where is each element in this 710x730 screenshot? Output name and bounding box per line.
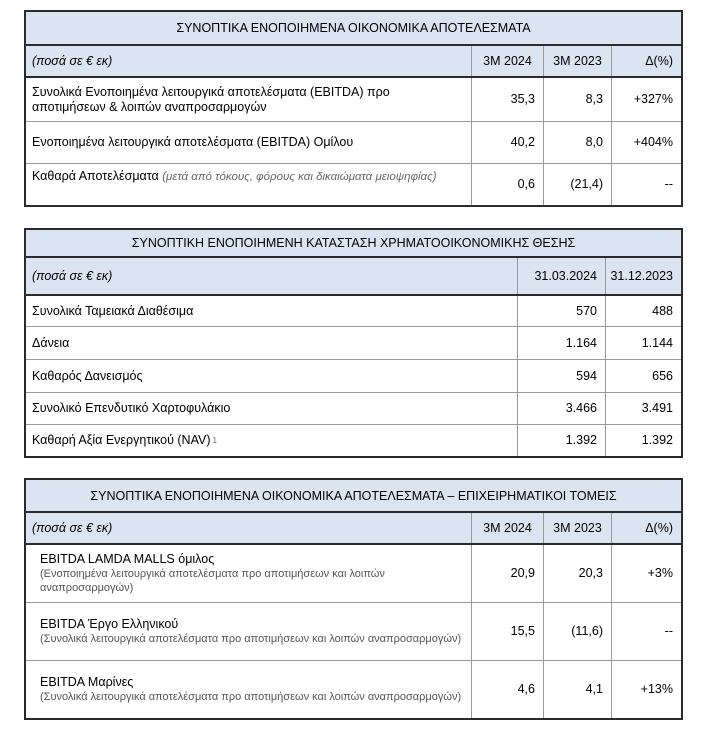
segments-header-col3: Δ(%): [611, 513, 681, 543]
value-3m2024: 4,6: [471, 661, 543, 718]
segments-header-label: (ποσά σε € εκ): [32, 520, 113, 535]
results-header-col1: 3M 2024: [471, 46, 543, 76]
position-table-title: ΣΥΝΟΠΤΙΚΗ ΕΝΟΠΟΙΗΜΕΝΗ ΚΑΤΑΣΤΑΣΗ ΧΡΗΜΑΤΟΟΙΚΟΝΟΜΙΚΗΣ ΘΕΣΗΣ: [26, 230, 681, 258]
table-row: [26, 392, 681, 424]
row-label: Συνολικά Ταμειακά Διαθέσιμα: [32, 303, 194, 318]
value-31-12-2023: 1.392: [605, 425, 681, 456]
table-row: [26, 326, 681, 359]
segment-description: (Συνολικά λειτουργικά αποτελέσματα προ αποτιμήσεων και λοιπών αναπροσαρμογών): [40, 691, 462, 703]
value-3m2023: (21,4): [543, 164, 611, 205]
value-3m2023: 8,0: [543, 122, 611, 163]
row-label: Καθαρός Δανεισμός: [32, 368, 143, 383]
value-31-12-2023: 488: [605, 296, 681, 326]
table-row: [26, 163, 681, 205]
row-label-main: Καθαρά Αποτελέσματα: [32, 169, 159, 183]
value-3m2023: 8,3: [543, 78, 611, 121]
financial-position-table: [24, 228, 683, 458]
position-header-row: [26, 258, 681, 294]
row-label: [26, 603, 471, 660]
value-31-03-2024: 1.164: [517, 327, 605, 359]
row-label: Συνολικό Επενδυτικό Χαρτοφυλάκιο: [32, 401, 231, 415]
results-header-col2: 3M 2023: [543, 46, 611, 76]
segment-description: (Συνολικά λειτουργικά αποτελέσματα προ αποτιμήσεων και λοιπών αναπροσαρμογών): [40, 633, 462, 645]
row-label: Ενοποιημένα λειτουργικά αποτελέσματα (EBITDA) Ομίλου: [32, 135, 354, 149]
segments-header-col2: 3M 2023: [543, 513, 611, 543]
position-header-label: (ποσά σε € εκ): [32, 268, 113, 283]
value-change: --: [611, 164, 681, 205]
value-3m2023: (11,6): [543, 603, 611, 660]
segments-header-row: [26, 513, 681, 543]
value-3m2023: 20,3: [543, 545, 611, 602]
position-header-col2: 31.12.2023: [605, 258, 681, 294]
table-row: [26, 76, 681, 121]
table-row: [26, 294, 681, 326]
value-change: --: [611, 603, 681, 660]
value-3m2023: 4,1: [543, 661, 611, 718]
row-label: [26, 661, 471, 718]
segments-table: [24, 478, 683, 720]
segments-header-col1: 3M 2024: [471, 513, 543, 543]
row-label: [26, 425, 517, 456]
segment-name: EBITDA LAMDA MALLS όμιλος: [40, 552, 215, 566]
table-row: [26, 602, 681, 660]
row-label-main: Καθαρή Αξία Ενεργητικού (NAV): [32, 433, 211, 447]
segment-description: (Ενοποιημένα λειτουργικά αποτελέσματα προ αποτιμήσεων και λοιπών αναπροσαρμογών): [40, 568, 385, 594]
value-31-03-2024: 1.392: [517, 425, 605, 456]
table-row: [26, 660, 681, 718]
value-31-12-2023: 1.144: [605, 327, 681, 359]
segment-name: EBITDA Έργο Ελληνικού: [40, 617, 179, 631]
value-31-12-2023: 3.491: [605, 393, 681, 424]
value-change: +13%: [611, 661, 681, 718]
row-label: [26, 164, 471, 205]
value-31-12-2023: 656: [605, 360, 681, 392]
segments-table-title: ΣΥΝΟΠΤΙΚΑ ΕΝΟΠΟΙΗΜΕΝΑ ΟΙΚΟΝΟΜΙΚΑ ΑΠΟΤΕΛΕΣΜΑΤΑ – ΕΠΙΧΕΙΡΗΜΑΤΙΚΟΙ ΤΟΜΕΙΣ: [26, 480, 681, 513]
results-table-title: ΣΥΝΟΠΤΙΚΑ ΕΝΟΠΟΙΗΜΕΝΑ ΟΙΚΟΝΟΜΙΚΑ ΑΠΟΤΕΛΕΣΜΑΤΑ: [26, 12, 681, 46]
value-3m2024: 15,5: [471, 603, 543, 660]
results-header-label: (ποσά σε € εκ): [32, 53, 113, 68]
value-3m2024: 20,9: [471, 545, 543, 602]
value-change: +404%: [611, 122, 681, 163]
value-31-03-2024: 3.466: [517, 393, 605, 424]
table-row: [26, 359, 681, 392]
value-3m2024: 40,2: [471, 122, 543, 163]
row-label: Συνολικά Ενοποιημένα λειτουργικά αποτελέσματα (EBITDA) προ αποτιμήσεων & λοιπών αναπροσαρμογών: [32, 84, 390, 114]
segment-name: EBITDA Μαρίνες: [40, 675, 134, 689]
value-3m2024: 0,6: [471, 164, 543, 205]
value-3m2024: 35,3: [471, 78, 543, 121]
value-change: +327%: [611, 78, 681, 121]
row-label: [26, 545, 471, 602]
table-row: [26, 424, 681, 456]
row-label-note: (μετά από τόκους, φόρους και δικαιώματα μειοψηφίας): [162, 171, 437, 183]
footnote-marker: 1: [212, 436, 217, 445]
table-row: [26, 121, 681, 163]
table-row: [26, 543, 681, 602]
value-change: +3%: [611, 545, 681, 602]
results-table: [24, 10, 683, 207]
row-label: Δάνεια: [32, 335, 70, 350]
value-31-03-2024: 570: [517, 296, 605, 326]
value-31-03-2024: 594: [517, 360, 605, 392]
results-header-col3: Δ(%): [611, 46, 681, 76]
position-header-col1: 31.03.2024: [517, 258, 605, 294]
results-header-row: [26, 46, 681, 76]
